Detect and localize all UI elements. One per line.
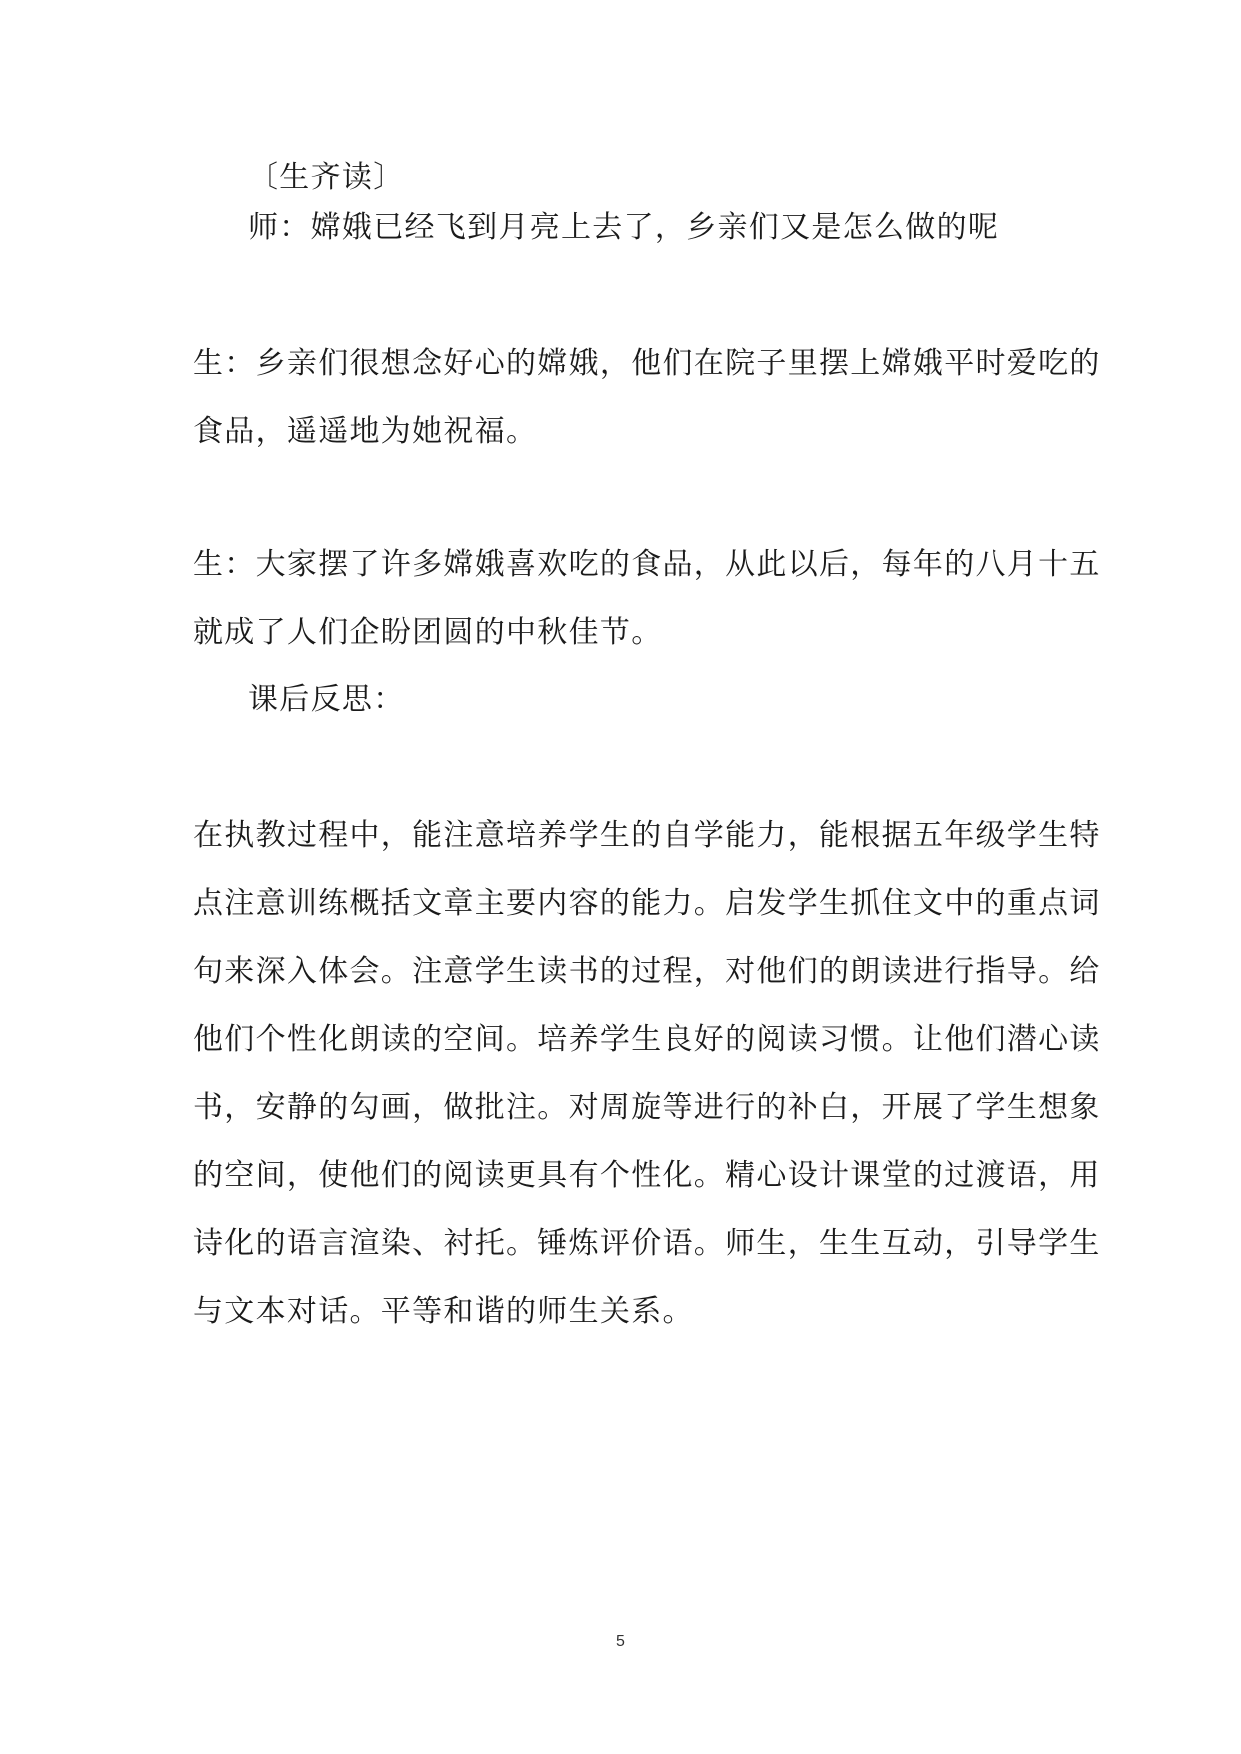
paragraph-student-reading: 〔生齐读〕 <box>248 160 405 195</box>
reflection-line-3: 句来深入体会。注意学生读书的过程，对他们的朗读进行指导。给 <box>193 954 1101 989</box>
paragraph-student-answer-1-line-2: 食品，遥遥地为她祝福。 <box>193 414 538 449</box>
reflection-line-8: 与文本对话。平等和谐的师生关系。 <box>193 1294 694 1329</box>
paragraph-student-answer-2-line-2: 就成了人们企盼团圆的中秋佳节。 <box>193 615 663 650</box>
paragraph-student-answer-1-line-1: 生：乡亲们很想念好心的嫦娥，他们在院子里摆上嫦娥平时爱吃的 <box>193 346 1101 381</box>
page-number: 5 <box>616 1633 625 1650</box>
paragraph-student-answer-2-line-1: 生：大家摆了许多嫦娥喜欢吃的食品，从此以后，每年的八月十五 <box>193 547 1101 582</box>
paragraph-teacher-question: 师：嫦娥已经飞到月亮上去了，乡亲们又是怎么做的呢 <box>248 210 1000 245</box>
reflection-line-1: 在执教过程中，能注意培养学生的自学能力，能根据五年级学生特 <box>193 818 1101 853</box>
reflection-line-4: 他们个性化朗读的空间。培养学生良好的阅读习惯。让他们潜心读 <box>193 1022 1101 1057</box>
reflection-line-6: 的空间，使他们的阅读更具有个性化。精心设计课堂的过渡语，用 <box>193 1158 1101 1193</box>
reflection-line-2: 点注意训练概括文章主要内容的能力。启发学生抓住文中的重点词 <box>193 886 1101 921</box>
section-heading-reflection: 课后反思： <box>248 682 405 717</box>
reflection-line-7: 诗化的语言渲染、衬托。锤炼评价语。师生，生生互动，引导学生 <box>193 1226 1101 1261</box>
reflection-line-5: 书，安静的勾画，做批注。对周旋等进行的补白，开展了学生想象 <box>193 1090 1101 1125</box>
